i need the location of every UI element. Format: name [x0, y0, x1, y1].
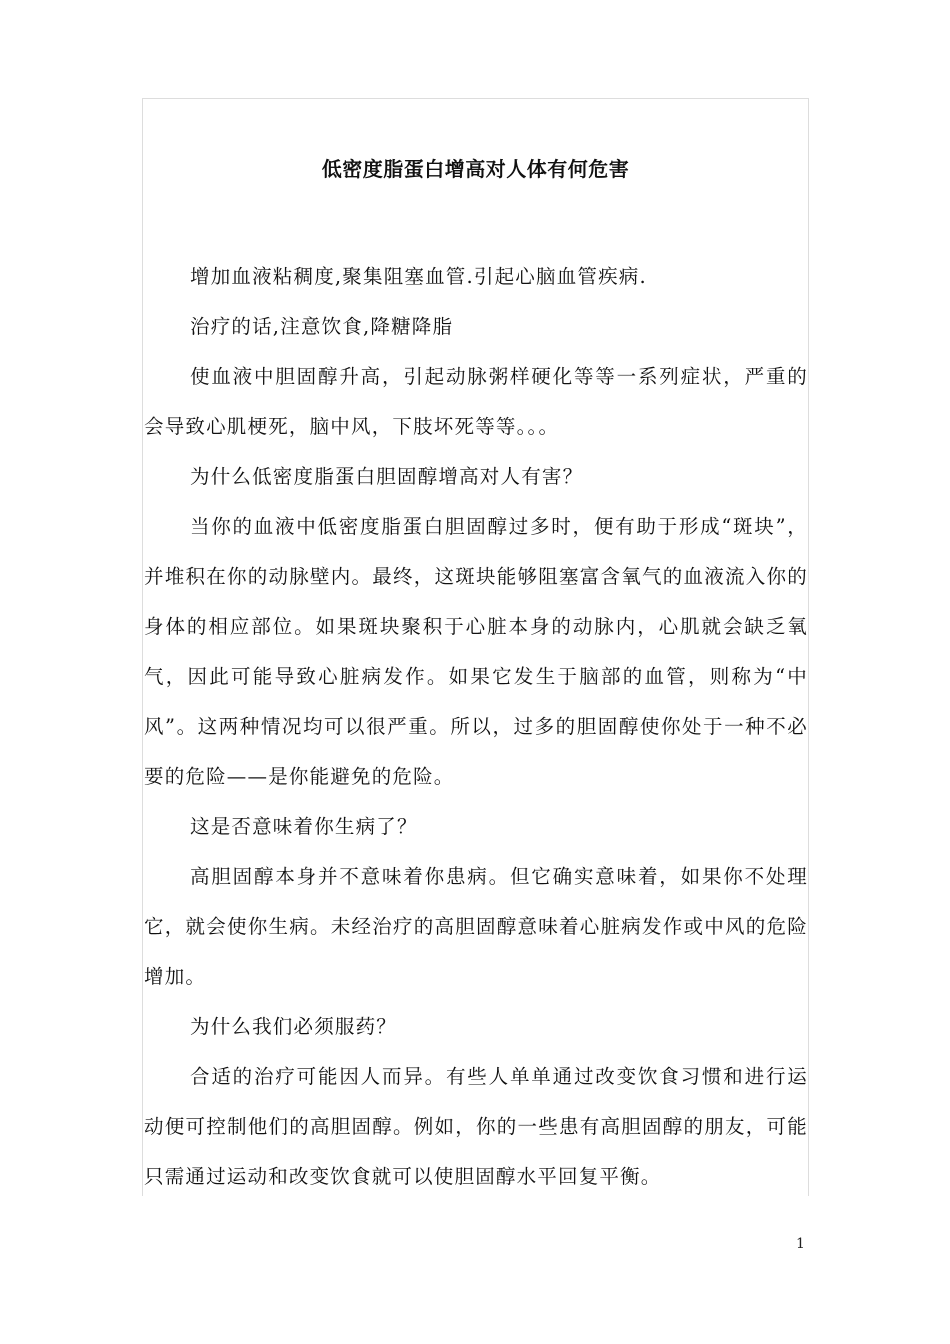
page-number: 1 — [796, 1236, 805, 1252]
paragraph-4: 当你的血液中低密度脂蛋白胆固醇过多时，便有助于形成“斑块”，并堆积在你的动脉壁内。最终，这斑块能够阻塞富含氧气的血液流入你的身体的相应部位。如果斑块聚积于心脏本身的动脉内，心肌就会缺乏氧气，因此可能导致心脏病发作。如果它发生于脑部的血管，则称为“中风”。这两种情况均可以很严重。所以，过多的胆固醇使你处于一种不必要的危险——是你能避免的危险。 — [144, 515, 808, 788]
question-heading-3: 为什么我们必须服药？ — [190, 1015, 398, 1038]
question-heading-2: 这是否意味着你生病了？ — [190, 815, 418, 838]
document-title: 低密度脂蛋白增高对人体有何危害 — [321, 157, 630, 181]
document-body — [144, 252, 808, 1202]
paragraph-2: 治疗的话,注意饮食,降糖降脂 — [190, 315, 454, 338]
paragraph-3: 使血液中胆固醇升高，引起动脉粥样硬化等等一系列症状，严重的会导致心肌梗死，脑中风，下肢坏死等等。。。 — [144, 365, 808, 438]
paragraph-1: 增加血液粘稠度,聚集阻塞血管.引起心脑血管疾病. — [190, 265, 647, 288]
paragraph-5: 高胆固醇本身并不意味着你患病。但它确实意味着，如果你不处理它，就会使你生病。未经治疗的高胆固醇意味着心脏病发作或中风的危险增加。 — [144, 865, 808, 988]
question-heading-1: 为什么低密度脂蛋白胆固醇增高对人有害？ — [190, 465, 584, 488]
paragraph-6: 合适的治疗可能因人而异。有些人单单通过改变饮食习惯和进行运动便可控制他们的高胆固醇。例如，你的一些患有高胆固醇的朋友，可能只需通过运动和改变饮食就可以使胆固醇水平回复平衡。 — [144, 1065, 808, 1188]
